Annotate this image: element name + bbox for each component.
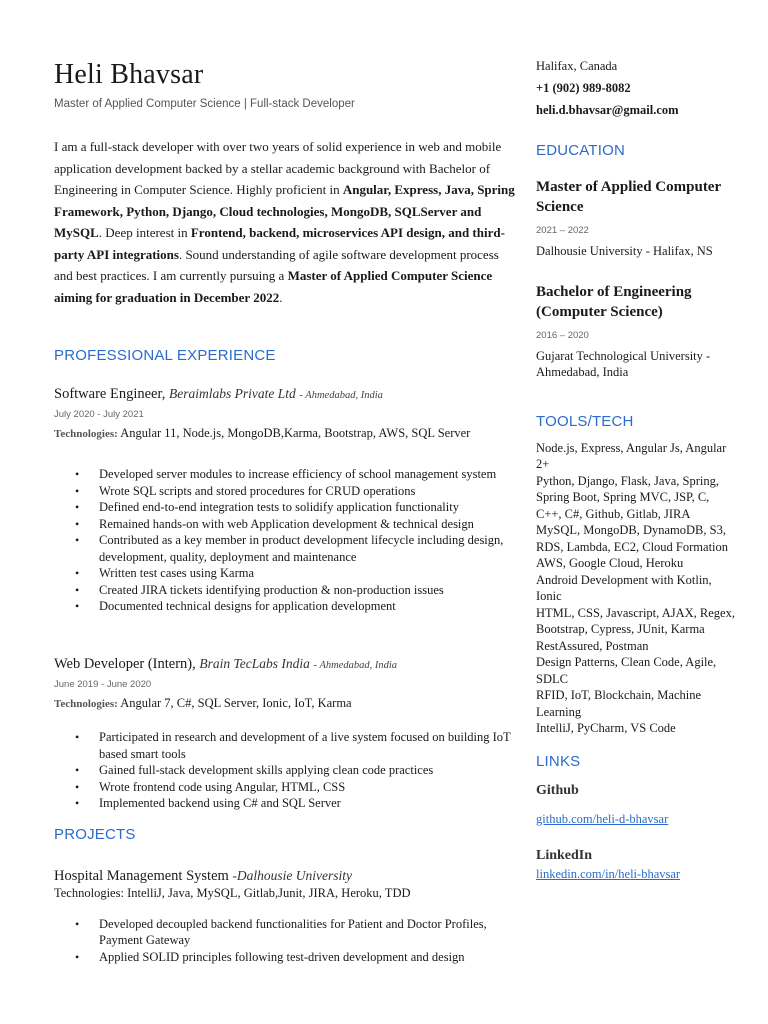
summary-text: . Deep interest in — [98, 225, 191, 240]
job-location: - Ahmedabad, India — [299, 390, 383, 401]
job-bullets — [54, 466, 524, 615]
job-role: Web Developer (Intern) — [54, 656, 193, 672]
education-entry — [536, 282, 736, 381]
contact-location: Halifax, Canada — [536, 59, 618, 73]
tools-item: Design Patterns, Clean Code, Agile, SDLC — [536, 655, 717, 686]
list-item: • Participated in research and development of a live system focused on building IoT based smart tools — [54, 729, 524, 762]
list-item: • Wrote frontend code using Angular, HTML, CSS — [54, 779, 524, 796]
tools-item: IntelliJ, PyCharm, VS Code — [536, 721, 676, 735]
list-item: • Written test cases using Karma — [54, 565, 524, 582]
education-degree: Master of Applied Computer Science — [536, 179, 721, 215]
tools-item: MySQL, MongoDB, DynamoDB, S3, RDS, Lambda, EC2, Cloud Formation — [536, 523, 729, 554]
tools-item: Python, Django, Flask, Java, Spring, Spring Boot, Spring MVC, JSP, C, C++, C#, Github, Gitlab, JIRA — [536, 473, 719, 521]
tools-list — [536, 440, 736, 737]
link-entry — [536, 848, 736, 883]
job-entry: Software Engineer, Beraimlabs Private Ltd - Ahmedabad, India July 2020 - July 2021 Technologies: Angular 11, Node.js, MongoDB,Karma, Bootstrap, AWS, SQL Server • Developed server modules to increase efficiency of school management system • Wrote SQL scripts and stored procedures for CRUD operations • Defined end-to-end integration tests to solidify application functionality • Remained hands-on with web Application development & technical design • Contributed as a key member in product development lifecycle including design, development, quality, deployment and maintenance • Written test cases using Karma • Created JIRA tickets identifying production & non-production issues • Documented technical designs for application development — [54, 385, 524, 615]
job-bullets — [54, 729, 524, 812]
contact-phone: +1 (902) 989-8082 — [536, 81, 631, 95]
list-item: • Contributed as a key member in product development lifecycle including design, development, quality, deployment and maintenance — [54, 532, 524, 565]
linkedin-label: LinkedIn — [536, 847, 593, 863]
page-title: Heli Bhavsar — [54, 59, 204, 90]
list-item: • Gained full-stack development skills applying clean code practices — [54, 762, 524, 779]
links-heading: LINKS — [536, 752, 581, 770]
summary-text: I am a full-stack developer with over two years of solid experience in web and mobile application development backed by a stellar academic background with Bachelor of Engineering in Computer Science. Highly proficient in — [54, 139, 502, 197]
list-item: • Remained hands-on with web Application development & technical design — [54, 516, 524, 533]
projects-heading: PROJECTS — [54, 826, 136, 843]
summary-text: . Sound understanding of agile software development process and best practices. I am currently pursuing a — [54, 246, 499, 283]
list-item: • Created JIRA tickets identifying production & non-production issues — [54, 582, 524, 599]
education-entry — [536, 177, 736, 260]
list-item: • Defined end-to-end integration tests to solidify application functionality — [54, 499, 524, 516]
github-label: Github — [536, 782, 579, 798]
summary-text: Master of Applied Computer Science aiming for graduation in December 2022 — [54, 268, 493, 305]
job-technologies: Technologies: Angular 7, C#, SQL Server, Ionic, IoT, Karma — [54, 696, 352, 710]
project-bullets — [54, 916, 524, 966]
job-entry: Web Developer (Intern), Brain TecLabs India - Ahmedabad, India June 2019 - June 2020 Technologies: Angular 7, C#, SQL Server, Ionic, IoT, Karma • Participated in research and development of a live system focused on building IoT based smart tools • Gained full-stack development skills applying clean code practices • Wrote frontend code using Angular, HTML, CSS • Implemented backend using C# and SQL Server — [54, 655, 524, 812]
tools-heading: TOOLS/TECH — [536, 412, 634, 430]
projects-section — [54, 826, 524, 965]
project-org: -Dalhousie University — [232, 868, 353, 883]
tools-item: RFID, IoT, Blockchain, Machine Learning — [536, 688, 702, 719]
contact-email: heli.d.bhavsar@gmail.com — [536, 103, 679, 117]
education-dates: 2021 – 2022 — [536, 225, 589, 236]
job-company: Beraimlabs Private Ltd — [168, 386, 296, 401]
education-heading: EDUCATION — [536, 142, 626, 159]
experience-section — [54, 347, 524, 810]
list-item: • Developed decoupled backend functionalities for Patient and Doctor Profiles, Payment Gateway — [54, 916, 524, 949]
github-link[interactable]: github.com/heli-d-bhavsar — [536, 811, 669, 826]
project-name: Hospital Management System — [54, 868, 229, 884]
job-company: Brain TecLabs India — [199, 656, 310, 671]
project-entry — [54, 867, 524, 965]
experience-heading: PROFESSIONAL EXPERIENCE — [54, 347, 276, 364]
subtitle: Master of Applied Computer Science | Full-stack Developer — [54, 98, 355, 110]
job-role: Software Engineer — [54, 386, 162, 402]
summary-text: Frontend, backend, microservices API design, and third-party API integrations — [54, 225, 505, 262]
summary-text: Angular, Express, Java, Spring Framework, Python, Django, Cloud technologies, MongoDB, SQLServer and MySQL — [54, 182, 515, 240]
education-degree: Bachelor of Engineering (Computer Science) — [536, 283, 692, 320]
education-school: Gujarat Technological University - Ahmedabad, India — [536, 348, 711, 379]
project-technologies: Technologies: IntelliJ, Java, MySQL, Gitlab,Junit, JIRA, Heroku, TDD — [54, 886, 411, 900]
summary-paragraph — [54, 136, 516, 308]
education-school: Dalhousie University - Halifax, NS — [536, 244, 713, 258]
list-item: • Documented technical designs for application development — [54, 598, 524, 615]
tools-item: Android Development with Kotlin, Ionic — [536, 572, 712, 603]
job-dates: July 2020 - July 2021 — [54, 409, 144, 420]
link-entry — [536, 783, 736, 828]
summary-text: . — [279, 289, 283, 305]
list-item: • Wrote SQL scripts and stored procedures for CRUD operations — [54, 483, 524, 500]
tools-item: HTML, CSS, Javascript, AJAX, Regex, Bootstrap, Cypress, JUnit, Karma — [536, 605, 735, 636]
list-item: • Applied SOLID principles following test-driven development and design — [54, 949, 524, 966]
job-technologies: Technologies: Angular 11, Node.js, MongoDB,Karma, Bootstrap, AWS, SQL Server — [54, 426, 471, 440]
tools-item: Node.js, Express, Angular Js, Angular 2+ — [536, 440, 727, 471]
tools-item: AWS, Google Cloud, Heroku — [536, 556, 684, 570]
linkedin-link[interactable]: linkedin.com/in/heli-bhavsar — [536, 866, 681, 881]
sidebar — [536, 55, 736, 883]
job-dates: June 2019 - June 2020 — [54, 679, 152, 690]
job-location: - Ahmedabad, India — [313, 660, 398, 671]
list-item: • Developed server modules to increase efficiency of school management system — [54, 466, 524, 483]
tools-item: RestAssured, Postman — [536, 638, 649, 653]
education-dates: 2016 – 2020 — [536, 329, 589, 341]
main-column — [54, 58, 516, 308]
list-item: • Implemented backend using C# and SQL Server — [54, 795, 524, 812]
